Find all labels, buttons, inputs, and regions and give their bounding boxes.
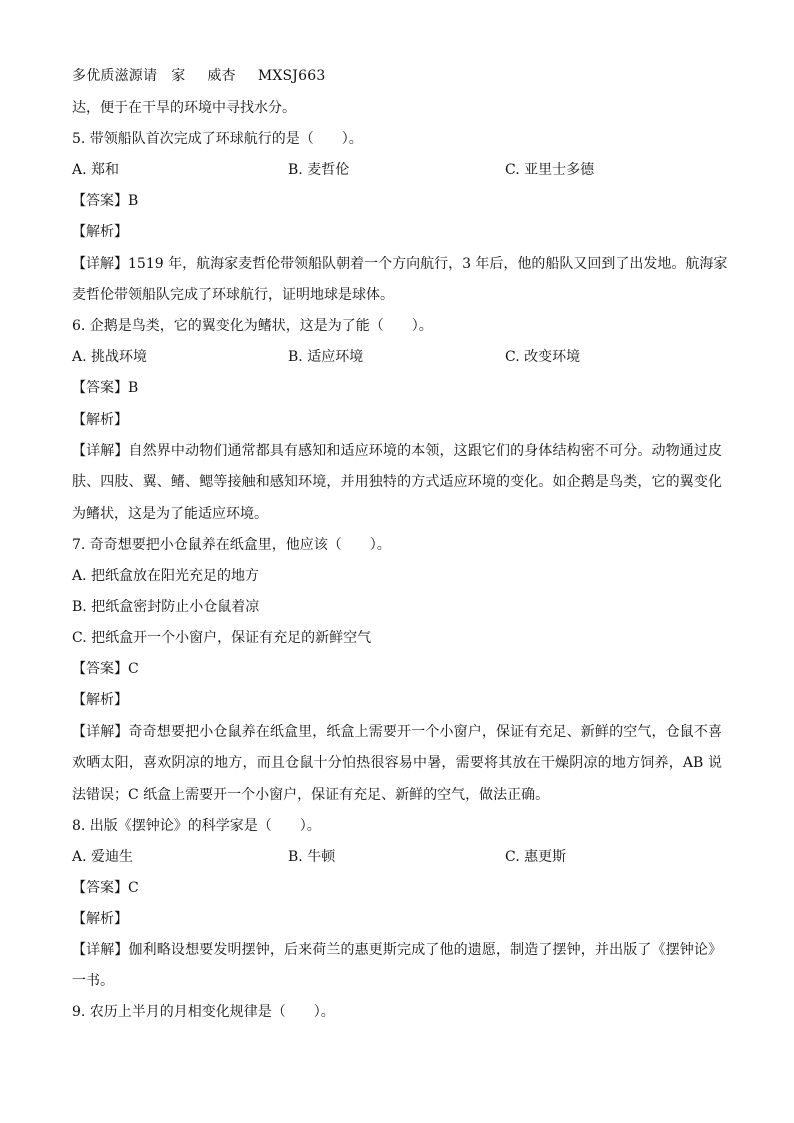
header-text-1: 多优质滋源请 — [72, 68, 158, 84]
detail-line: 法错误；C 纸盒上需要开一个小窗户，保证有充足、新鲜的空气，做法正确。 — [72, 787, 550, 803]
option-b: B. 把纸盒密封防止小仓鼠着凉 — [72, 599, 260, 615]
question-9: 9. 农历上半月的月相变化规律是（ ）。 — [72, 1004, 335, 1020]
option-b: B. 适应环境 — [288, 349, 364, 365]
analysis-label: 【解析】 — [72, 692, 128, 708]
analysis-label: 【解析】 — [72, 911, 128, 927]
header-text-2: 家 — [171, 68, 186, 84]
option-b: B. 麦哲伦 — [288, 162, 350, 178]
analysis-label: 【解析】 — [72, 412, 128, 428]
question-8: 8. 出版《摆钟论》的科学家是（ ）。 — [72, 818, 321, 834]
answer-label: 【答案】C — [72, 880, 139, 896]
question-6: 6. 企鹅是鸟类，它的翼变化为鳍状，这是为了能（ ）。 — [72, 318, 433, 334]
header-code: MXSJ663 — [257, 68, 326, 84]
header-text-3: 威杏 — [207, 68, 236, 84]
option-a: A. 爱迪生 — [72, 849, 134, 865]
option-a: A. 郑和 — [72, 162, 120, 178]
page-header — [72, 67, 722, 85]
analysis-label: 【解析】 — [72, 224, 128, 240]
option-c: C. 惠更斯 — [505, 849, 567, 865]
detail-line: 麦哲伦带领船队完成了环球航行，证明地球是球体。 — [72, 287, 394, 303]
detail-line: 【详解】伽利略设想要发明摆钟，后来荷兰的惠更斯完成了他的遗愿，制造了摆钟，并出版了《摆钟论》 — [72, 942, 722, 958]
detail-line: 【详解】奇奇想要把小仓鼠养在纸盒里，纸盒上需要开一个小窗户，保证有充足、新鲜的空气，仓鼠不喜 — [72, 724, 722, 740]
option-c: C. 把纸盒开一个小窗户，保证有充足的新鲜空气 — [72, 630, 372, 646]
detail-line: 【详解】1519 年，航海家麦哲伦带领船队朝着一个方向航行，3 年后，他的船队又回到了出发地。航海家 — [72, 256, 728, 272]
detail-line: 一书。 — [72, 973, 114, 989]
detail-line: 为鳍状，这是为了能适应环境。 — [72, 506, 268, 522]
detail-line: 肤、四肢、翼、鳍、鳃等接触和感知环境，并用独特的方式适应环境的变化。如企鹅是鸟类，它的翼变化 — [72, 474, 722, 490]
detail-line: 【详解】自然界中动物们通常都具有感知和适应环境的本领，这跟它们的身体结构密不可分。动物通过皮 — [72, 443, 722, 459]
question-7: 7. 奇奇想要把小仓鼠养在纸盒里，他应该（ ）。 — [72, 537, 391, 553]
option-c: C. 亚里士多德 — [505, 162, 595, 178]
detail-line: 欢晒太阳，喜欢阴凉的地方，而且仓鼠十分怕热很容易中暑，需要将其放在干燥阴凉的地方饲养，AB 说 — [72, 755, 722, 771]
option-b: B. 牛顿 — [288, 849, 336, 865]
option-a: A. 挑战环境 — [72, 349, 148, 365]
answer-label: 【答案】B — [72, 193, 139, 209]
question-5: 5. 带领船队首次完成了环球航行的是（ ）。 — [72, 131, 363, 147]
answer-label: 【答案】B — [72, 380, 139, 396]
option-c: C. 改变环境 — [505, 349, 581, 365]
answer-label: 【答案】C — [72, 661, 139, 677]
option-a: A. 把纸盒放在阳光充足的地方 — [72, 568, 260, 584]
paragraph-line: 达，便于在干旱的环境中寻找水分。 — [72, 100, 296, 116]
